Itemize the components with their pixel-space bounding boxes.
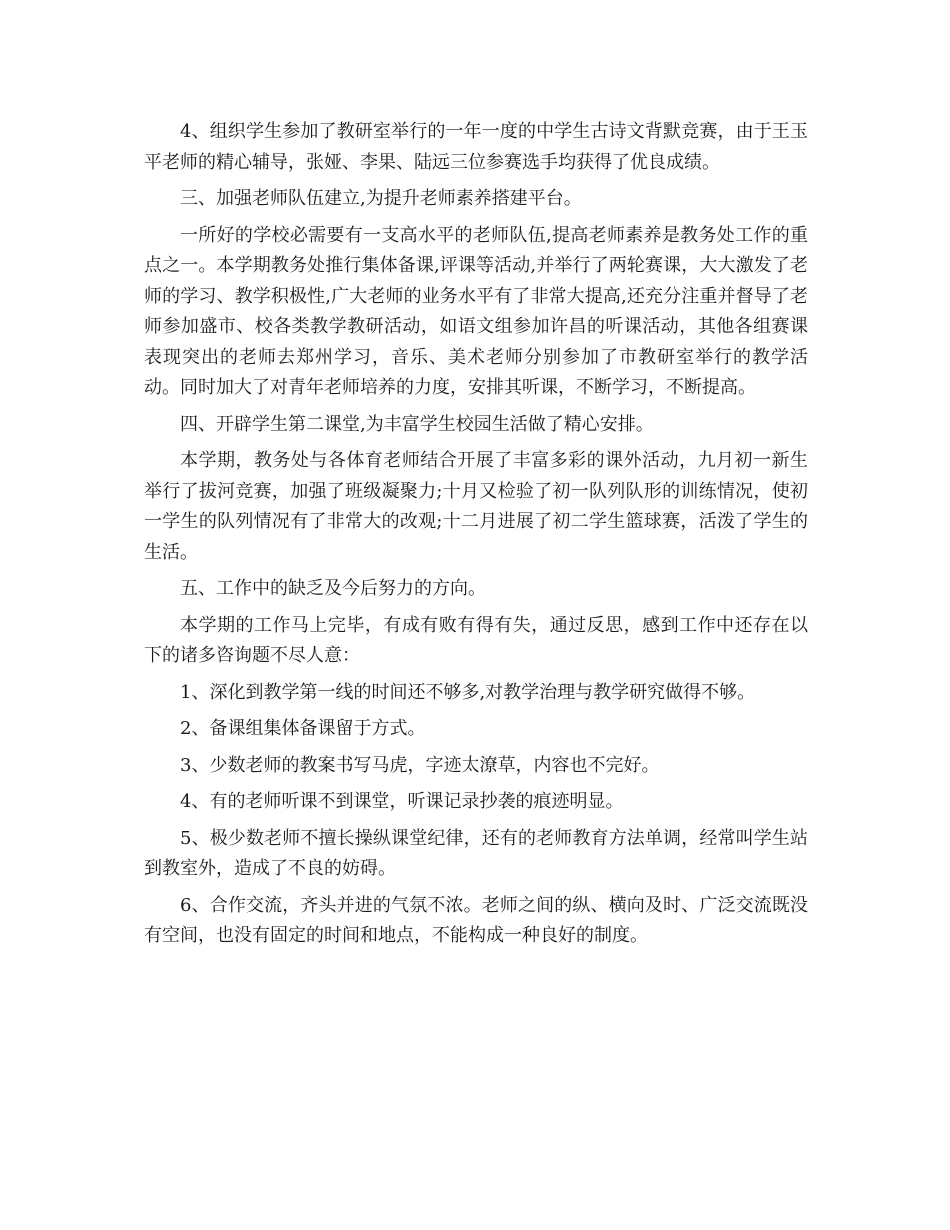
list-item-4: 4、有的老师听课不到课堂，听课记录抄袭的痕迹明显。 — [180, 791, 624, 812]
list-item-2: 2、备课组集体备课留于方式。 — [180, 718, 426, 739]
paragraph-reflection: 本学期的工作马上完毕，有成有败有得有失，通过反思，感到工作中还存在以下的诸多咨询题不尽人意： — [144, 614, 808, 666]
paragraph-activities: 本学期，教务处与各体育老师结合开展了丰富多彩的课外活动，九月初一新生举行了拔河竞赛，加强了班级凝聚力;十月又检验了初一队列队形的训练情况，使初一学生的队列情况有了非常大的改观;十二月进展了初二学生篮球赛，活泼了学生的生活。 — [144, 450, 808, 563]
list-item-5: 5、极少数老师不擅长操纵课堂纪律，还有的老师教育方法单调，经常叫学生站到教室外，造成了不良的妨碍。 — [144, 827, 808, 879]
document-body — [144, 117, 808, 958]
paragraph-item-4-contest: 4、组织学生参加了教研室举行的一年一度的中学生古诗文背默竞赛，由于王玉平老师的精心辅导，张娅、李果、陆远三位参赛选手均获得了优良成绩。 — [144, 121, 808, 173]
list-item-6: 6、合作交流，齐头并进的气氛不浓。老师之间的纵、横向及时、广泛交流既没有空间，也没有固定的时间和地点，不能构成一种良好的制度。 — [144, 894, 808, 946]
section-heading-5: 五、工作中的缺乏及今后努力的方向。 — [180, 578, 486, 599]
list-item-1: 1、深化到教学第一线的时间还不够多,对教学治理与教学研究做得不够。 — [180, 681, 756, 703]
section-heading-3: 三、加强老师队伍建立,为提升老师素养搭建平台。 — [180, 188, 582, 209]
list-item-3: 3、少数老师的教案书写马虎，字迹太潦草，内容也不完好。 — [180, 754, 660, 776]
section-heading-4: 四、开辟学生第二课堂,为丰富学生校园生活做了精心安排。 — [180, 413, 654, 435]
paragraph-teacher-team: 一所好的学校必需要有一支高水平的老师队伍,提高老师素养是教务处工作的重点之一。本学期教务处推行集体备课,评课等活动,并举行了两轮赛课，大大激发了老师的学习、教学积极性,广大老师的业务水平有了非常大提高,还充分注重并督导了老师参加盛市、校各类教学教研活动，如语文组参加许昌的听课活动，其他各组赛课表现突出的老师去郑州学习，音乐、美术老师分别参加了市教研室举行的教学活动。同时加大了对青年老师培养的力度，安排其听课，不断学习，不断提高。 — [144, 224, 808, 398]
